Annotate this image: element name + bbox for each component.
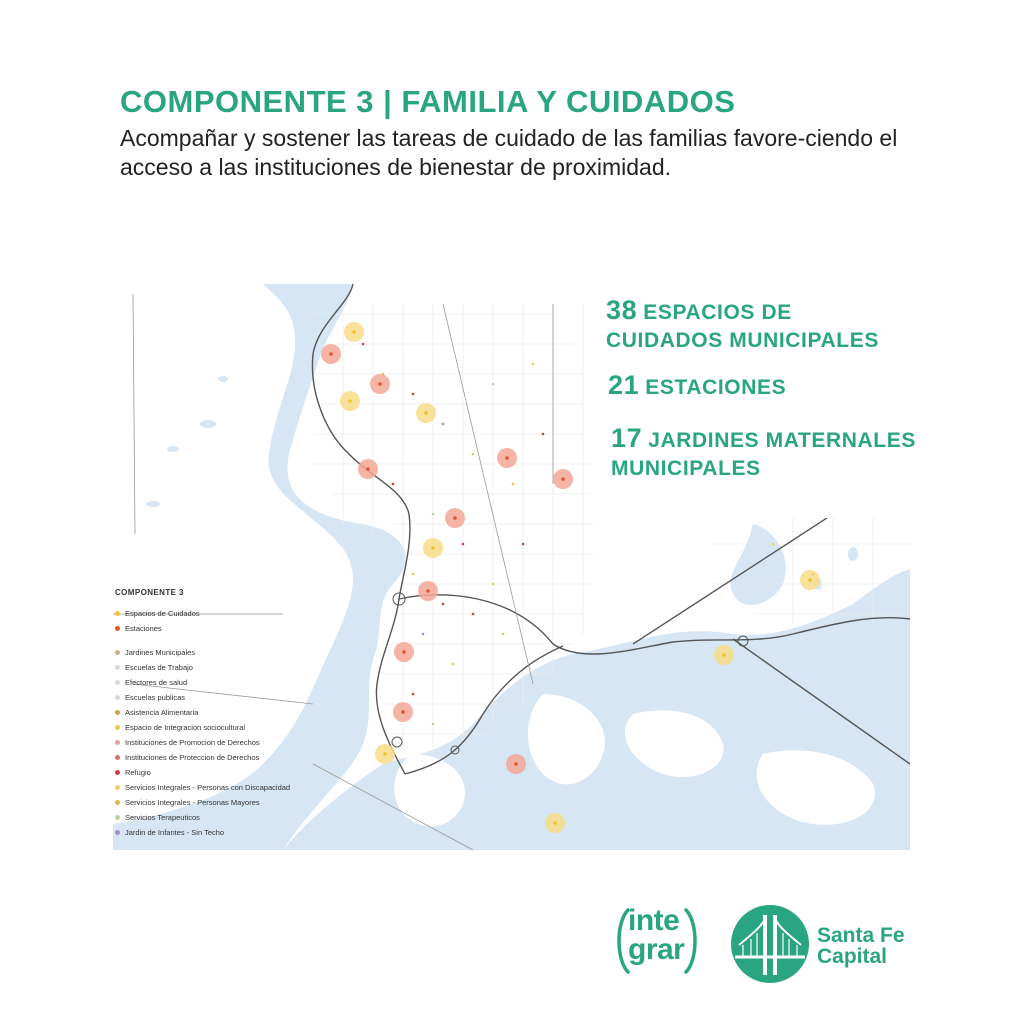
stat-espacios <box>606 296 879 355</box>
integrar-line1: inte <box>628 904 680 937</box>
legend-item: Instituciones de Promocion de Derechos <box>115 735 305 750</box>
stat-jardines-line1: JARDINES MATERNALES <box>648 429 916 452</box>
legend-item: Servicios Integrales - Personas Mayores <box>115 795 305 810</box>
page-title: COMPONENTE 3 | FAMILIA Y CUIDADOS <box>120 84 736 119</box>
legend-item: Efectores de salud <box>115 675 305 690</box>
stat-espacios-number: 38 <box>606 295 638 325</box>
legend-item: Refugio <box>115 765 305 780</box>
stat-espacios-line1: ESPACIOS DE <box>643 301 792 324</box>
legend-item: Jardin de Infantes - Sin Techo <box>115 825 305 840</box>
integrar-line2: grar <box>628 933 685 966</box>
stat-espacios-line2: CUIDADOS MUNICIPALES <box>606 329 879 352</box>
integrar-logo <box>628 906 684 964</box>
legend-item: Espacio de Integracion sociocultural <box>115 720 305 735</box>
legend-item: Instituciones de Proteccion de Derechos <box>115 750 305 765</box>
santa-fe-bridge-icon <box>731 905 809 983</box>
legend-item-espacios: Espacios de Cuidados <box>115 606 305 621</box>
stat-jardines-number: 17 <box>611 423 643 453</box>
legend-item-estaciones: Estaciones <box>115 621 305 636</box>
stat-estaciones <box>608 371 786 402</box>
legend-dot-espacios <box>115 611 120 616</box>
legend-dot-estaciones <box>115 626 120 631</box>
legend-item: Escuelas de Trabajo <box>115 660 305 675</box>
legend-item: Jardines Municipales <box>115 645 305 660</box>
santa-fe-capital-logo <box>817 925 905 967</box>
page-subtitle: Acompañar y sostener las tareas de cuidado de las familias favore-ciendo el acceso a las instituciones de bienestar de proximidad. <box>120 125 898 180</box>
city-line1: Santa Fe <box>817 924 905 947</box>
legend-item: Asistencia Alimentaria <box>115 705 305 720</box>
stat-jardines <box>611 424 916 483</box>
legend-title: COMPONENTE 3 <box>115 588 184 597</box>
legend-item: Servicios Integrales - Personas con Discapacidad <box>115 780 305 795</box>
city-line2: Capital <box>817 945 888 968</box>
stat-jardines-line2: MUNICIPALES <box>611 457 761 480</box>
stat-estaciones-number: 21 <box>608 370 640 400</box>
map-legend <box>115 588 305 840</box>
legend-item: Escuelas publicas <box>115 690 305 705</box>
stat-estaciones-line1: ESTACIONES <box>645 376 787 399</box>
legend-item: Servicios Terapeuticos <box>115 810 305 825</box>
